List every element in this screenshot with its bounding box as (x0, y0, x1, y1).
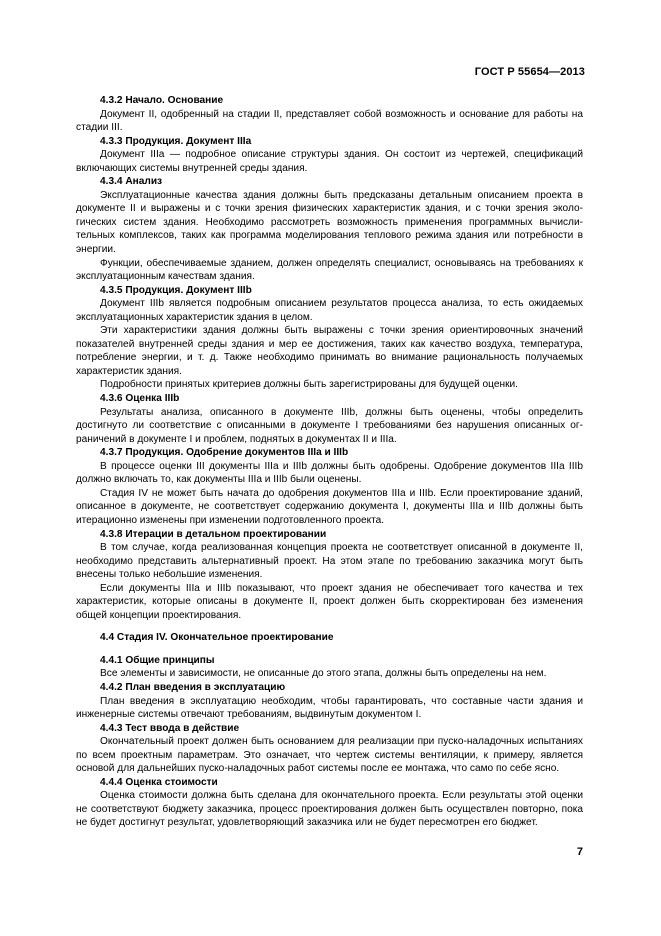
paragraph: Эти характеристики здания должны быть выражены с точки зрения ориентировочных значений показателей внутренней среды здания и мер ее достижения, таких как качество воздуха, температура, потребление энергии, и т. д. Также необходимо принимать во внимание рациональность получаемых характеристик здания. (76, 325, 583, 377)
document-code: ГОСТ Р 55654—2013 (474, 66, 585, 78)
paragraph: Документ II, одобренный на стадии II, представляет собой возможность и основание для работы на стадии III. (76, 108, 583, 134)
paragraph: Эксплуатационные качества здания должны быть предсказаны детальным описанием проекта в документе II и выражены и с точки зрения физических характеристик здания, и с точки зрения экологических систем здания. Необходимо рассмотреть возможность применения программных вычислительных комплексов, таких как программа моделирования теплового режима здания или потребности в энергии. (76, 189, 583, 256)
paragraph: Документ IIIb является подробным описанием результатов процесса анализа, то есть ожидаемых эксплуатационных характеристик здания в целом. (76, 298, 583, 323)
section-heading: 4.3.7 Продукция. Одобрение документов IIIa и IIIb (100, 447, 349, 459)
section-heading: 4.3.4 Анализ (100, 176, 163, 188)
paragraph: Результаты анализа, описанного в документе IIIb, должны быть оценены, чтобы определить достигнуто ли соответствие с описанными в документе I требованиями без нарушения описанных ограничений в документе I и проблем, поднятых в документах II и IIIa. (76, 406, 583, 445)
paragraph: Если документы IIIa и IIIb показывают, что проект здания не обеспечивает того качества и тех характеристик, которые описаны в документе II, проект должен быть скорректирован без изменения общей концепции проектирования. (76, 582, 583, 621)
section-heading: 4.4.1 Общие принципы (100, 654, 215, 666)
paragraph: Окончательный проект должен быть основанием для реализации при пуско-наладочных испытаниях по всем проектным параметрам. Это означает, что чертеж системы вентиляции, к примеру, является основой для дальнейших пуско-наладочных работ системы после ее монтажа, что само по себе ясно. (76, 736, 583, 775)
section-heading: 4.3.6 Оценка IIIb (100, 393, 180, 405)
section-gap (76, 622, 583, 631)
section-heading: 4.3.5 Продукция. Документ IIIb (100, 284, 252, 296)
paragraph: В процессе оценки III документы IIIa и IIIb должны быть одобрены. Одобрение документов IIIa IIIb должно включать то, как документы IIIa и IIIb были оценены. (76, 460, 583, 486)
paragraph: Стадия IV не может быть начата до одобрения документов IIIa и IIIb. Если проектирование зданий, описанное в документе, не соответствует содержанию документа I, документы IIIa и IIIb должны быть итерационно изменены при изменении подготовленного проекта. (76, 487, 583, 526)
paragraph: Все элементы и зависимости, не описанные до этого этапа, должны быть определены на нем. (100, 668, 547, 680)
section-heading: 4.4.3 Тест ввода в действие (100, 722, 240, 734)
paragraph: Оценка стоимости должна быть сделана для окончательного проекта. Если результаты этой оценки не соответствуют бюджету заказчика, процесс проектирования должен быть осуществлен повторно, пока не будет достигнут результат, удовлетворяющий заказчика или не будет пересмотрен его бюджет. (76, 790, 583, 829)
section-heading: 4.3.2 Начало. Основание (100, 95, 224, 106)
section-heading: 4.3.8 Итерации в детальном проектировании (100, 528, 327, 540)
paragraph: В том случае, когда реализованная концепция проекта не соответствует описанной в документе II, необходимо представить альтернативный проект. На этом этапе по требованию заказчика могут быть внесены только небольшие изменения. (76, 542, 583, 581)
paragraph: Функции, обеспечиваемые зданием, должен определять специалист, основываясь на требованиях к эксплуатационным качествам здания. (76, 257, 583, 283)
paragraph: Документ IIIa — подробное описание структуры здания. Он состоит из чертежей, спецификаций включающих системы внутренней среды здания. (76, 149, 583, 174)
section-heading: 4.4.4 Оценка стоимости (100, 776, 218, 788)
document-body (76, 94, 583, 830)
section-gap (76, 645, 583, 654)
page-number: 7 (576, 846, 583, 858)
section-heading: 4.3.3 Продукция. Документ IIIa (100, 135, 252, 147)
section-heading: 4.4 Стадия IV. Окончательное проектирование (100, 632, 334, 644)
paragraph: Подробности принятых критериев должны быть зарегистрированы для будущей оценки. (100, 379, 518, 391)
paragraph: План введения в эксплуатацию необходим, чтобы гарантировать, что составные части здания и инженерные системы отвечают требованиям, выдвинутым документом I. (76, 695, 583, 721)
section-heading: 4.4.2 План введения в эксплуатацию (100, 681, 286, 693)
